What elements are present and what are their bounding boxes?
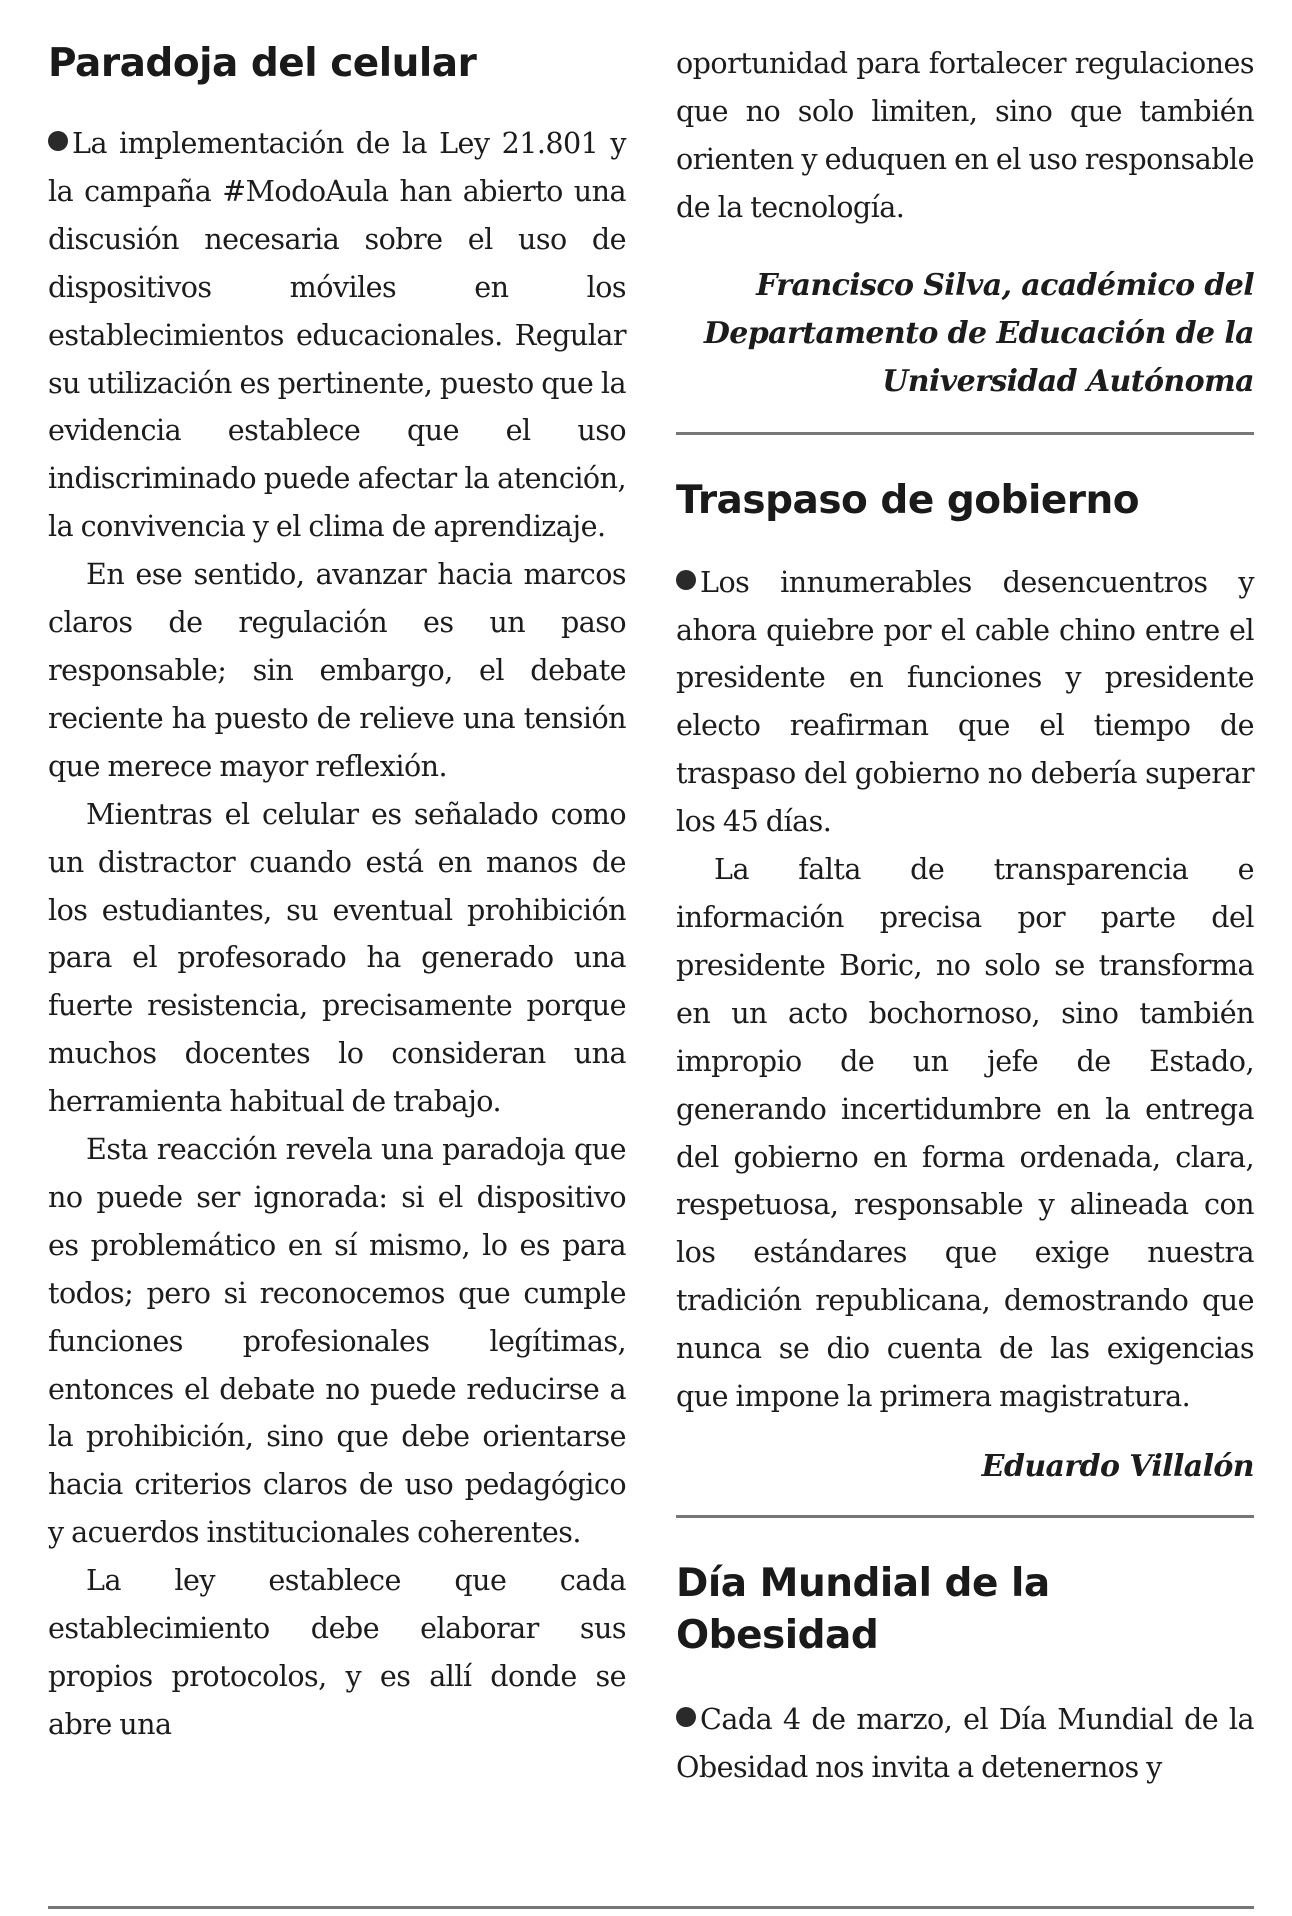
headline-paradoja: Paradoja del celular — [48, 41, 477, 86]
paragraph-5: La ley establece que cada establecimiento debe elaborar sus propios protocolos, y es allí donde se abre una — [48, 1563, 626, 1741]
bullet-icon — [676, 570, 696, 590]
paragraph-1: La implementación de la Ley 21.801 y la campaña #ModoAula han abierto una discusión necesaria sobre el uso de dispositivos móviles en los establecimientos educacionales. Regular su utilización es pertinente, puesto que la evidencia establece que el uso indiscriminado puede afectar la atención, la convivencia y el clima de aprendizaje. — [48, 126, 626, 544]
paragraph-3: Mientras el celular es señalado como un distractor cuando está en manos de los estudiantes, su eventual prohibición para el profesorado ha generado una fuerte resistencia, precisamente porque muchos docentes lo consideran una herramienta habitual de trabajo. — [48, 796, 626, 1119]
headline-traspaso: Traspaso de gobierno — [676, 477, 1140, 523]
byline-eduardo-villalon: Eduardo Villalón — [981, 1448, 1254, 1484]
bullet-icon — [48, 131, 68, 151]
paragraph-traspaso-1: Los innumerables desencuentros y ahora quiebre por el cable chino entre el presidente en funciones y presidente electo reafirman que el tiempo de traspaso del gobierno no debería superar los 45 días. — [676, 564, 1254, 839]
right-column — [676, 40, 1254, 1792]
paragraph-2: En ese sentido, avanzar hacia marcos claros de regulación es un paso responsable; sin embargo, el debate reciente ha puesto de relieve una tensión que merece mayor reflexión. — [48, 557, 626, 783]
paragraph-4: Esta reacción revela una paradoja que no puede ser ignorada: si el dispositivo es problemático en sí mismo, lo es para todos; pero si reconocemos que cumple funciones profesionales legítimas, entonces el debate no puede reducirse a la prohibición, sino que debe orientarse hacia criterios claros de uso pedagógico y acuerdos institucionales coherentes. — [48, 1132, 626, 1550]
paragraph-traspaso-2: La falta de transparencia e información precisa por parte del presidente Boric, no solo se transforma en un acto bochornoso, sino también impropio de un jefe de Estado, generando incertidumbre en la entrega del gobierno en forma ordenada, clara, respetuosa, responsable y alineada con los estándares que exige nuestra tradición republicana, demostrando que nunca se dio cuenta de las exigencias que impone la primera magistratura. — [676, 852, 1254, 1414]
left-column — [48, 38, 626, 1749]
byline-francisco-silva: Francisco Silva, académico del Departamento de Educación de la Universidad Autónoma — [703, 267, 1254, 399]
bullet-icon — [676, 1707, 696, 1727]
bottom-divider — [48, 1906, 1254, 1909]
paragraph-obesidad-1: Cada 4 de marzo, el Día Mundial de la Obesidad nos invita a detenernos y — [676, 1701, 1254, 1784]
headline-obesidad: Día Mundial de la Obesidad — [676, 1560, 1050, 1658]
paragraph-6-continued: oportunidad para fortalecer regulaciones que no solo limiten, sino que también orienten y eduquen en el uso responsable de la tecnología. — [676, 46, 1254, 224]
